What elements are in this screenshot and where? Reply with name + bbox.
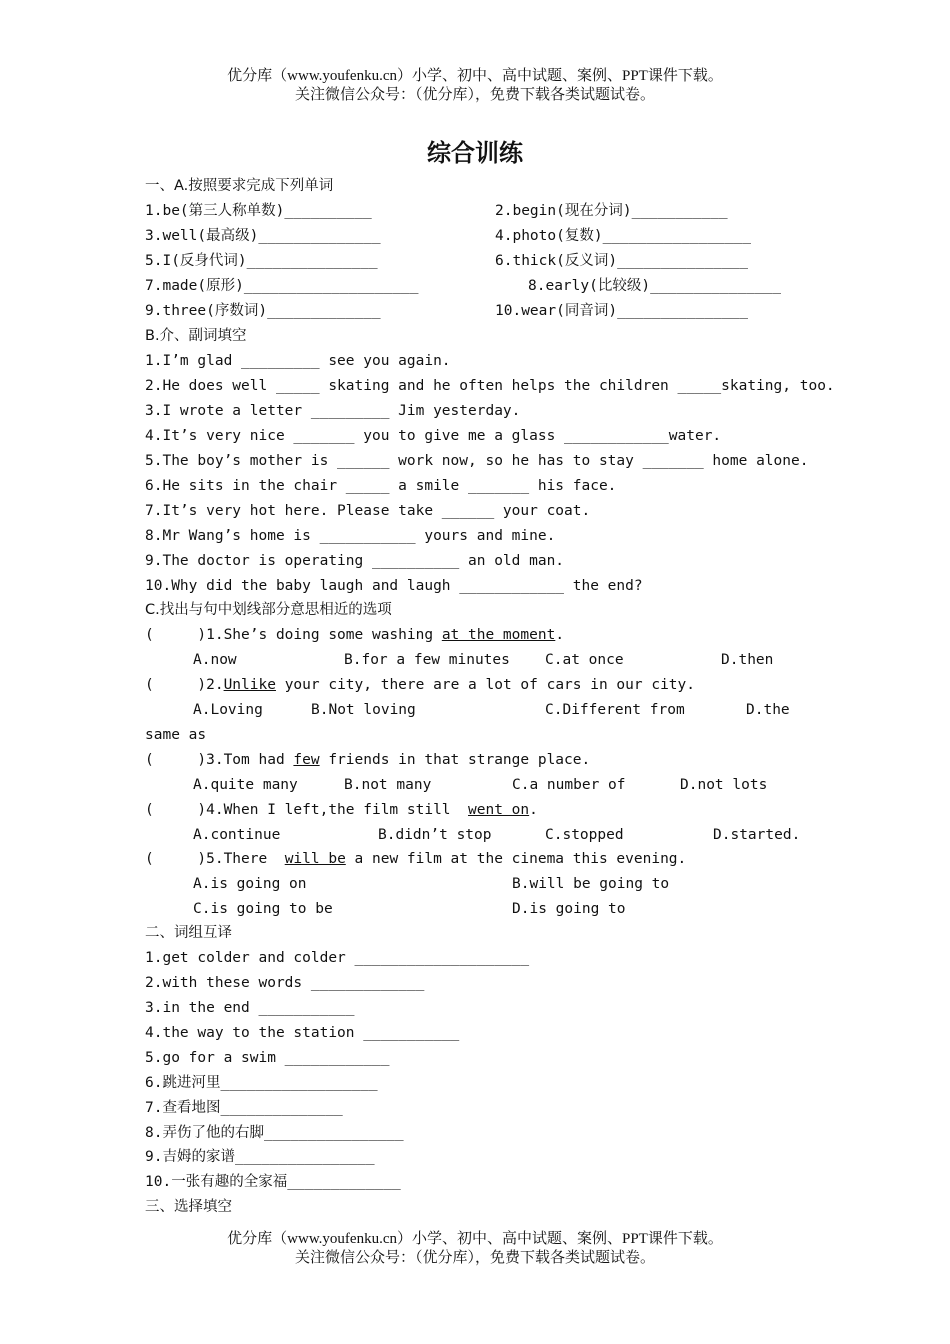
option: C.at once bbox=[545, 652, 624, 668]
option: C.Different from bbox=[545, 702, 685, 718]
fill-item: 6.He sits in the chair _____ a smile _______ his face. bbox=[145, 478, 617, 494]
phrase-item: 1.get colder and colder ____________________ bbox=[145, 950, 530, 966]
underlined-phrase: Unlike bbox=[223, 677, 276, 693]
option: B.not many bbox=[344, 777, 432, 793]
phrase-item: 5.go for a swim ____________ bbox=[145, 1050, 390, 1066]
option: A.now bbox=[193, 652, 237, 668]
fill-item: 9.The doctor is operating __________ an old man. bbox=[145, 553, 565, 569]
phrase-item: 3.in the end ___________ bbox=[145, 1000, 355, 1016]
section-heading-b: B.介、副词填空 bbox=[145, 328, 247, 344]
option: D.then bbox=[721, 652, 774, 668]
question-3: ( )3.Tom had few friends in that strange place. bbox=[145, 752, 591, 768]
option: A.continue bbox=[193, 827, 281, 843]
option-continued: same as bbox=[145, 727, 207, 743]
underlined-phrase: at the moment bbox=[441, 627, 556, 643]
option: B.for a few minutes bbox=[344, 652, 510, 668]
option: D.not lots bbox=[680, 777, 768, 793]
option: A.Loving bbox=[193, 702, 263, 718]
word-item: 4.photo(复数)_________________ bbox=[495, 228, 751, 244]
phrase-item: 10.一张有趣的全家福_____________ bbox=[145, 1174, 401, 1190]
section-heading-a: 一、A.按照要求完成下列单词 bbox=[145, 178, 334, 194]
word-item: 6.thick(反义词)_______________ bbox=[495, 253, 749, 269]
fill-item: 5.The boy’s mother is ______ work now, so he has to stay _______ home alone. bbox=[145, 453, 809, 469]
phrase-item: 2.with these words _____________ bbox=[145, 975, 425, 991]
fill-item: 7.It’s very hot here. Please take ______ your coat. bbox=[145, 503, 591, 519]
section-heading-3: 三、选择填空 bbox=[145, 1199, 232, 1215]
word-item: 5.I(反身代词)_______________ bbox=[145, 253, 378, 269]
option: D.started. bbox=[713, 827, 801, 843]
option: D.is going to bbox=[512, 901, 626, 917]
section-heading-c: C.找出与句中划线部分意思相近的选项 bbox=[145, 602, 392, 618]
word-item: 10.wear(同音词)_______________ bbox=[495, 303, 749, 319]
word-item: 2.begin(现在分词)___________ bbox=[495, 203, 728, 219]
option: A.is going on bbox=[193, 876, 307, 892]
question-4: ( )4.When I left,the film still went on. bbox=[145, 802, 538, 818]
option: B.Not loving bbox=[311, 702, 416, 718]
phrase-item: 8.弄伤了他的右脚________________ bbox=[145, 1125, 404, 1141]
word-item: 8.early(比较级)_______________ bbox=[528, 278, 782, 294]
fill-item: 8.Mr Wang’s home is ___________ yours and mine. bbox=[145, 528, 556, 544]
header-line-1: 优分库（www.youfenku.cn）小学、初中、高中试题、案例、PPT课件下载。 bbox=[227, 68, 723, 84]
fill-item: 4.It’s very nice _______ you to give me a glass ____________water. bbox=[145, 428, 722, 444]
underlined-phrase: went on bbox=[468, 802, 530, 818]
option: C.is going to be bbox=[193, 901, 333, 917]
fill-item: 1.I’m glad _________ see you again. bbox=[145, 353, 451, 369]
fill-item: 10.Why did the baby laugh and laugh ____________ the end? bbox=[145, 578, 643, 594]
word-item: 9.three(序数词)_____________ bbox=[145, 303, 381, 319]
option: A.quite many bbox=[193, 777, 298, 793]
phrase-item: 6.跳进河里__________________ bbox=[145, 1075, 378, 1091]
option: D.the bbox=[746, 702, 790, 718]
section-heading-2: 二、词组互译 bbox=[145, 925, 232, 941]
option: C.a number of bbox=[512, 777, 626, 793]
question-5: ( )5.There will be a new film at the cinema this evening. bbox=[145, 851, 687, 867]
question-2: ( )2.Unlike your city, there are a lot of cars in our city. bbox=[145, 677, 695, 693]
footer-line-2: 关注微信公众号：（优分库），免费下载各类试题试卷。 bbox=[294, 1250, 655, 1266]
fill-item: 3.I wrote a letter _________ Jim yesterday. bbox=[145, 403, 521, 419]
option: B.will be going to bbox=[512, 876, 670, 892]
word-item: 7.made(原形)____________________ bbox=[145, 278, 419, 294]
phrase-item: 9.吉姆的家谱________________ bbox=[145, 1149, 375, 1165]
fill-item: 2.He does well _____ skating and he often helps the children _____skating, too. bbox=[145, 378, 835, 394]
option: C.stopped bbox=[545, 827, 624, 843]
word-item: 3.well(最高级)______________ bbox=[145, 228, 381, 244]
question-1: ( )1.She’s doing some washing at the moment. bbox=[145, 627, 565, 643]
word-item: 1.be(第三人称单数)__________ bbox=[145, 203, 372, 219]
page-title: 综合训练 bbox=[427, 139, 523, 167]
underlined-phrase: few bbox=[293, 752, 320, 768]
underlined-phrase: will be bbox=[284, 851, 346, 867]
phrase-item: 7.查看地图______________ bbox=[145, 1100, 343, 1116]
footer-line-1: 优分库（www.youfenku.cn）小学、初中、高中试题、案例、PPT课件下载。 bbox=[227, 1231, 723, 1247]
option: B.didn’t stop bbox=[378, 827, 492, 843]
header-line-2: 关注微信公众号：（优分库），免费下载各类试题试卷。 bbox=[294, 87, 655, 103]
phrase-item: 4.the way to the station ___________ bbox=[145, 1025, 460, 1041]
